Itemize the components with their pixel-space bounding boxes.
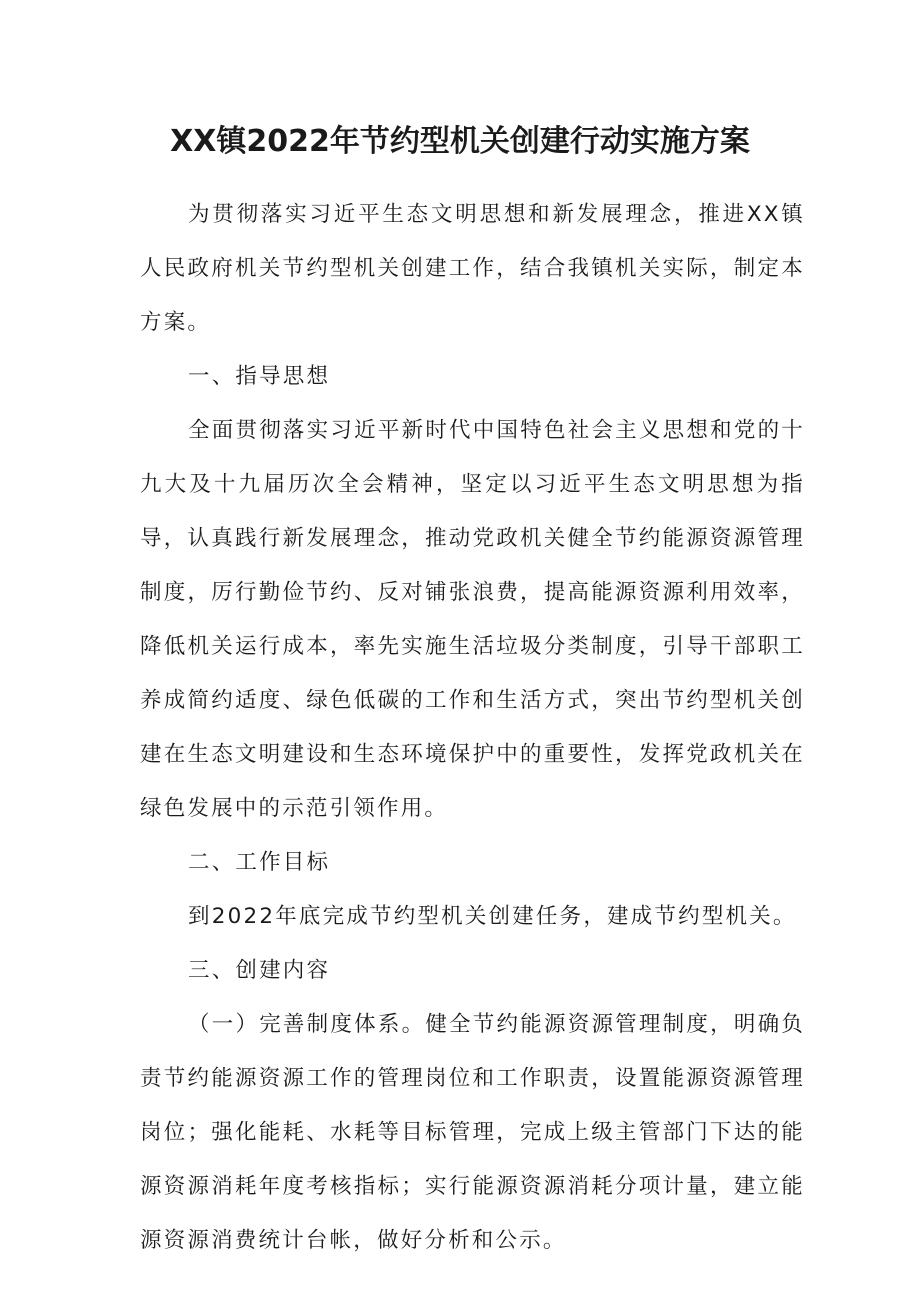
section-heading-work-goal: 二、工作目标 <box>188 850 331 875</box>
document-title: XX镇2022年节约型机关创建行动实施方案 <box>170 124 750 159</box>
intro-paragraph: 为贯彻落实习近平生态文明思想和新发展理念，推进XX镇人民政府机关节约型机关创建工作，结合我镇机关实际，制定本方案。 <box>140 202 805 335</box>
section-heading-creation-content: 三、创建内容 <box>188 958 331 983</box>
section-paragraph-creation-content: （一）完善制度体系。健全节约能源资源管理制度，明确负责节约能源资源工作的管理岗位和工作职责，设置能源资源管理岗位；强化能耗、水耗等目标管理，完成上级主管部门下达的能源资源消耗年度考核指标；实行能源资源消耗分项计量，建立能源资源消费统计台帐，做好分析和公示。 <box>140 1012 805 1253</box>
section-paragraph-work-goal: 到2022年底完成节约型机关创建任务，建成节约型机关。 <box>188 904 797 929</box>
section-paragraph-guiding-ideology: 全面贯彻落实习近平新时代中国特色社会主义思想和党的十九大及十九届历次全会精神，坚定以习近平生态文明思想为指导，认真践行新发展理念，推动党政机关健全节约能源资源管理制度，厉行勤俭节约、反对铺张浪费，提高能源资源利用效率，降低机关运行成本，率先实施生活垃圾分类制度，引导干部职工养成简约适度、绿色低碳的工作和生活方式，突出节约型机关创建在生态文明建设和生态环境保护中的重要性，发挥党政机关在绿色发展中的示范引领作用。 <box>140 418 805 821</box>
section-heading-guiding-ideology: 一、指导思想 <box>188 364 331 389</box>
document-body <box>140 188 805 1268</box>
